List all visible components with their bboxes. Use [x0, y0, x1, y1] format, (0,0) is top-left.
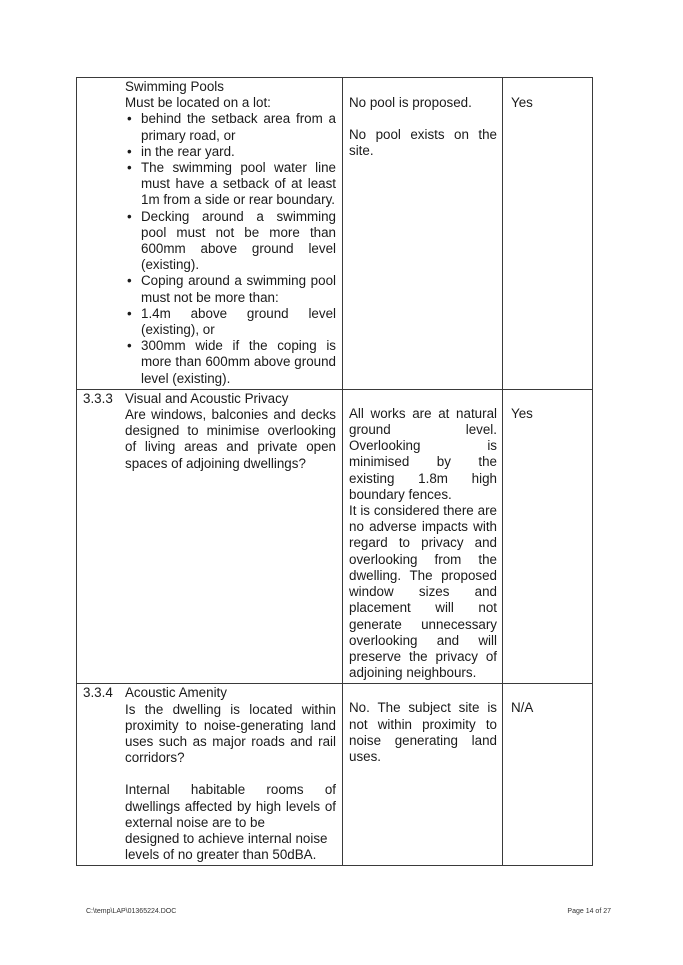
complies-value: Yes [511, 95, 533, 110]
table-row [77, 78, 593, 390]
footer-file-path: C:\temp\LAP\01365224.DOC [86, 908, 177, 915]
complies-value: N/A [511, 700, 534, 716]
complies-cell [503, 389, 593, 683]
list-item: • The swimming pool water line must have a setback of at least 1m from a side or rear boundary. [125, 160, 336, 209]
section-question: Is the dwelling is located within proximity to noise-generating land uses such as major roads and rail corridors? [125, 701, 336, 766]
requirements-list [83, 111, 336, 386]
list-item: • Coping around a swimming pool must not be more than: [125, 273, 336, 305]
section-title: Swimming Pools [125, 79, 224, 94]
control-cell [77, 389, 343, 683]
section-number: 3.3.3 [83, 390, 113, 406]
list-item: • behind the setback area from a primary road, or [125, 111, 336, 143]
response-cell [343, 389, 503, 683]
complies-cell [503, 78, 593, 390]
footer-page-number: Page 14 of 27 [567, 908, 611, 915]
list-item: • 300mm wide if the coping is more than 600mm above ground level (existing). [125, 338, 336, 387]
complies-cell [503, 684, 593, 866]
response-text: All works are at natural ground level. Overlooking is minimised by the existing 1.8m high boundary fences. [349, 405, 497, 502]
response-text: No. The subject site is not within proximity to noise generating land uses. [349, 700, 497, 764]
section-title: Visual and Acoustic Privacy [125, 390, 289, 406]
response-text: No pool is proposed. [349, 95, 472, 110]
assessment-table [76, 77, 593, 866]
table-row [77, 684, 593, 866]
section-intro: Must be located on a lot: [125, 95, 271, 111]
response-cell [343, 78, 503, 390]
control-cell [77, 78, 343, 390]
section-question: Are windows, balconies and decks designed to minimise overlooking of living areas and private open spaces of adjoining dwellings? [125, 407, 336, 471]
response-cell [343, 684, 503, 866]
section-title: Acoustic Amenity [125, 685, 227, 701]
table-row [77, 389, 593, 683]
list-item: • 1.4m above ground level (existing), or [125, 306, 336, 338]
response-text: It is considered there are no adverse impacts with regard to privacy and overlooking from the dwelling. The proposed window sizes and placement will not generate unnecessary overlooking and will preserve the privacy of adjoining neighbours. [349, 503, 497, 681]
complies-value: Yes [511, 405, 533, 421]
list-item: • Decking around a swimming pool must not be more than 600mm above ground level (existing). [125, 209, 336, 274]
response-text: No pool exists on the site. [349, 127, 497, 159]
section-requirement-line: designed to achieve internal noise levels of no greater than 50dBA. [125, 830, 328, 863]
list-item: • in the rear yard. [125, 144, 336, 160]
section-number: 3.3.4 [83, 685, 113, 701]
control-cell [77, 684, 343, 866]
section-requirement-line: Internal habitable rooms of dwellings affected by high levels of external noise are to be [125, 782, 336, 830]
